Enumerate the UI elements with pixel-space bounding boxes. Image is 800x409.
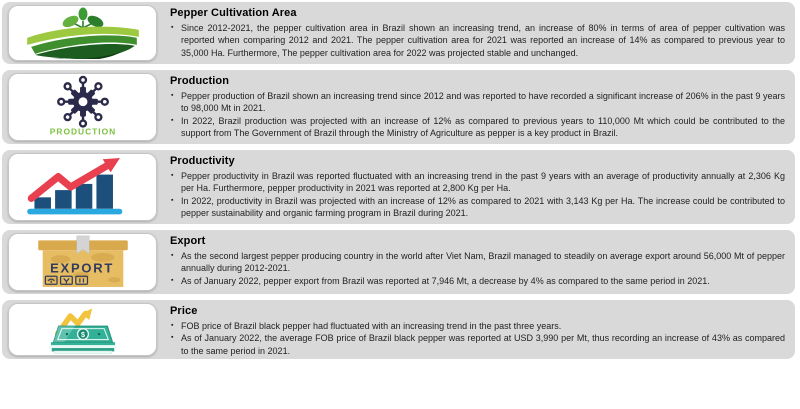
section-title: Production (170, 75, 230, 87)
section-title: Export (170, 235, 206, 247)
section-title: Price (170, 305, 198, 317)
export-icon-label: EXPORT (49, 260, 114, 276)
bullet: ▪ As of January 2022, the average FOB price of Brazil black pepper was reported at USD 3,990 per Mt, thus recording an increase of 43% as compared to the same period in 2021. (170, 332, 785, 357)
section-text (170, 70, 795, 139)
production-icon-card (8, 73, 157, 141)
price-icon-card (8, 303, 157, 356)
bullet-list (170, 320, 785, 357)
section-title: Productivity (170, 155, 235, 167)
bullet: ▪ Pepper production of Brazil shown an increasing trend since 2012 and was reported to have recorded a significant increase of 206% in the past 9 years to 98,000 Mt in 2021. (170, 90, 785, 115)
cultivation-icon-card (8, 5, 157, 61)
farm-fields-sprout-icon (21, 7, 145, 59)
section-text (170, 230, 795, 287)
gear-network-icon (22, 75, 144, 138)
bullet: ▪ As of January 2022, pepper export from Brazil was reported at 7,946 Mt, a decrease by 4% as compared to the same period in 2021. (170, 275, 785, 287)
section-price (2, 300, 795, 359)
section-title: Pepper Cultivation Area (170, 7, 297, 19)
bullet-list (170, 170, 785, 219)
bullet: ▪ In 2022, Brazil production was projected with an increase of 12% as compared to previous years to 110,000 Mt which could be contributed to the support from The Government of Brazil through the Ministry of Agriculture as pepper is a key product in Brazil. (170, 115, 785, 140)
bullet: ▪ As the second largest pepper producing country in the world after Viet Nam, Brazil managed to steadily on average export around 56,000 Mt of pepper annually during 2012-2021. (170, 250, 785, 275)
bullet: ▪ In 2022, productivity in Brazil was projected with an increase of 12% as compared to 2021 with 3,143 Kg per Ha. The increase could be contributed to pepper sustainability and organic farming program in Brazil during 2021. (170, 195, 785, 220)
section-text (170, 150, 795, 219)
production-icon-label: PRODUCTION (49, 126, 116, 137)
bullet-list (170, 90, 785, 139)
section-text (170, 2, 795, 59)
bullet-list (170, 250, 785, 287)
money-stack-rising-arrow-icon (22, 305, 144, 354)
bullet: ▪ FOB price of Brazil black pepper had fluctuated with an increasing trend in the past three years. (170, 320, 785, 332)
bullet: ▪ Pepper productivity in Brazil was reported fluctuated with an increasing trend in the past 9 years with an average of productivity annually at 2,306 Kg per Ha. Furthermore, pepper productivity in 2021 was reported at 2,800 Kg per Ha. (170, 170, 785, 195)
section-text (170, 300, 795, 357)
section-productivity (2, 150, 795, 224)
bullet: ▪ Since 2012-2021, the pepper cultivation area in Brazil shown an increasing trend, an increase of 80% in terms of area of pepper cultivation was reported when comparing 2012 and 2021. The pepper cultivation area for 2021 was reported an increase of 14% as compared to previous year to 35,000 Ha. Furthermore, The pepper cultivation area for 2022 was projected stable and unchanged. (170, 22, 785, 59)
bullet-list (170, 22, 785, 59)
section-pepper-cultivation-area (2, 2, 795, 64)
rising-bar-chart-icon (20, 156, 146, 218)
export-icon-card (8, 233, 157, 291)
export-box-icon (21, 235, 145, 289)
productivity-icon-card (8, 153, 157, 221)
dollar-sign: $ (80, 330, 85, 339)
section-export (2, 230, 795, 294)
section-production (2, 70, 795, 144)
